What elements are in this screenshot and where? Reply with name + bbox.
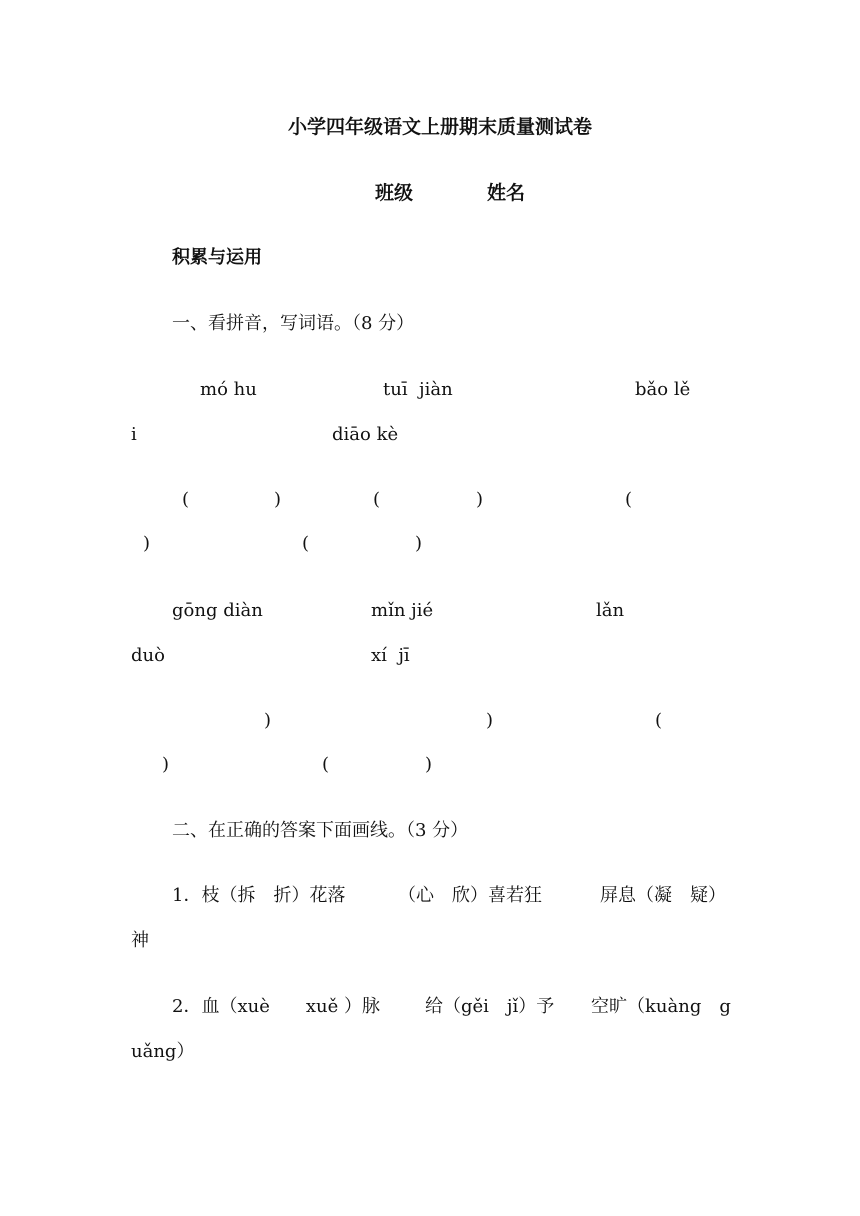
q2-item2-part-d: uǎng）: [131, 1041, 195, 1062]
class-label: 班级: [375, 182, 414, 204]
pinyin-landuo-part2: duò: [131, 645, 165, 666]
answer-bracket-close: ): [425, 754, 433, 775]
answer-bracket-close: ): [162, 754, 170, 775]
q2-item2-part-c: 空旷（kuàng g: [591, 996, 731, 1017]
q2-item1-part-d: 神: [131, 930, 149, 951]
q2-item1-part-b: （心 欣）喜若狂: [398, 885, 542, 906]
page-title: 小学四年级语文上册期末质量测试卷: [288, 116, 593, 138]
question-1-heading: 一、看拼音，写词语。（8 分）: [172, 313, 415, 334]
answer-bracket-close: ): [476, 489, 484, 510]
answer-bracket-close: ): [274, 489, 282, 510]
answer-bracket-close: ): [486, 710, 494, 731]
answer-bracket-open: (: [302, 533, 310, 554]
answer-bracket-close: ): [415, 533, 423, 554]
answer-bracket-open: (: [182, 489, 190, 510]
section-heading: 积累与运用: [172, 247, 262, 268]
pinyin-landuo-part1: lǎn: [596, 600, 625, 621]
q2-item2-part-a: 2．血（xuè xuě ）脉: [172, 996, 380, 1017]
pinyin-mohu: mó hu: [200, 379, 257, 400]
answer-bracket-close: ): [264, 710, 272, 731]
question-2-heading: 二、在正确的答案下面画线。（3 分）: [172, 820, 469, 841]
pinyin-baolei-part1: bǎo lě: [635, 379, 691, 400]
pinyin-baolei-part2: i: [131, 424, 137, 445]
answer-bracket-open: (: [322, 754, 330, 775]
pinyin-minjie: mǐn jié: [371, 600, 434, 621]
pinyin-tuijian: tuī jiàn: [383, 379, 453, 400]
answer-bracket-open: (: [655, 710, 663, 731]
q2-item2-part-b: 给（gěi jǐ）予: [425, 996, 555, 1017]
q2-item1-part-c: 屏息（凝 疑）: [600, 885, 726, 906]
pinyin-diaoke: diāo kè: [332, 424, 399, 445]
answer-bracket-open: (: [373, 489, 381, 510]
pinyin-xiji: xí jī: [371, 645, 410, 666]
answer-bracket-close: ): [143, 533, 151, 554]
pinyin-gongdian: gōng diàn: [172, 600, 263, 621]
answer-bracket-open: (: [625, 489, 633, 510]
q2-item1-part-a: 1．枝（拆 折）花落: [172, 885, 346, 906]
name-label: 姓名: [487, 182, 526, 204]
